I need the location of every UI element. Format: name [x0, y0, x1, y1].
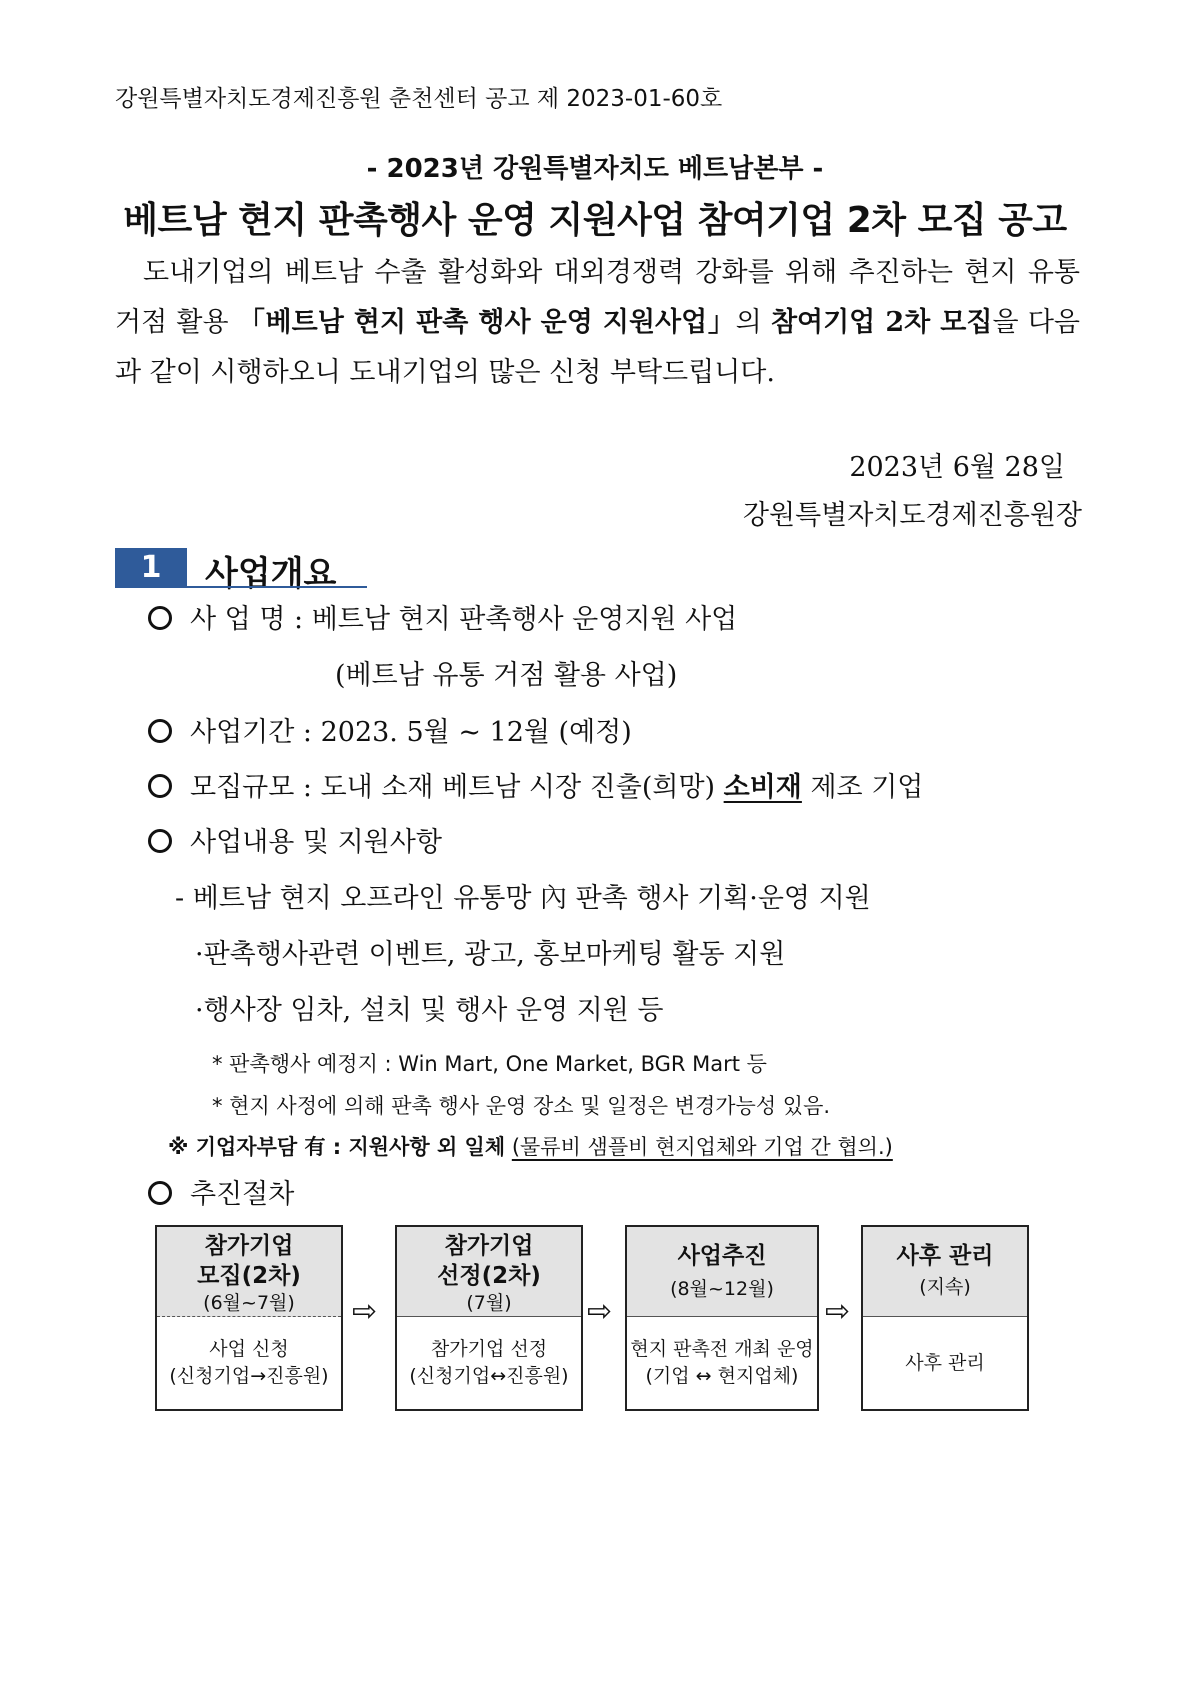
burden-note: [168, 1131, 893, 1161]
notice-subtitle: - 2023년 강원특별자치도 베트남본부 -: [366, 154, 824, 184]
process-row: [148, 1172, 294, 1211]
burden-bold: ※ 기업자부담 有 : 지원사항 외 일체: [168, 1135, 506, 1159]
flow-step-title: 사후 관리: [896, 1243, 994, 1269]
flow-step-3: [625, 1225, 819, 1411]
intro-program-name: 「베트남 현지 판촉 행사 운영 지원사업」: [237, 307, 736, 338]
scale-value-pre: 도내 소재 베트남 시장 진출(희망): [320, 772, 724, 803]
hollow-circle-bullet-icon: [148, 829, 172, 853]
flow-step-period: (8월~12월): [670, 1278, 774, 1300]
flow-step-desc-2: (신청기업↔진흥원): [409, 1365, 569, 1387]
flow-step-period: (7월): [466, 1292, 512, 1314]
period-row: 사업기간 : 2023. 5월 ~ 12월 (예정): [148, 710, 632, 749]
hollow-circle-bullet-icon: [148, 1181, 172, 1205]
process-label: 추진절차: [190, 1179, 295, 1210]
section-number: 1: [115, 548, 187, 588]
issuer: 강원특별자치도경제진흥원장: [742, 500, 1082, 531]
scale-value-underlined: 소비재: [723, 772, 802, 803]
intro-bold-phrase: 참여기업 2차 모집: [770, 307, 993, 338]
flow-step-body: [157, 1317, 341, 1409]
hollow-circle-bullet-icon: [148, 606, 172, 630]
content-dash-item: - 베트남 현지 오프라인 유통망 內 판촉 행사 기획·운영 지원: [175, 883, 871, 914]
content-dot-item-1: ·판촉행사관련 이벤트, 광고, 홍보마케팅 활동 지원: [195, 939, 786, 970]
hollow-right-arrow-icon: ⇨: [825, 1294, 851, 1329]
flow-step-4: [861, 1225, 1029, 1411]
intro-text-2: 의: [735, 307, 771, 338]
flow-step-title: 참가기업: [204, 1233, 294, 1259]
notice-number: 강원특별자치도경제진흥원 춘천센터 공고 제 2023-01-60호: [115, 86, 723, 112]
flow-step-1: [155, 1225, 343, 1411]
project-name-sub: (베트남 유통 거점 활용 사업): [335, 660, 678, 691]
notice-title: 베트남 현지 판촉행사 운영 지원사업 참여기업 2차 모집 공고: [123, 200, 1067, 241]
period-value: 2023. 5월 ~ 12월 (예정): [320, 717, 632, 748]
flow-step-desc: 참가기업 선정: [430, 1338, 548, 1360]
flow-step-title: 사업추진: [677, 1243, 767, 1269]
notice-date: 2023년 6월 28일: [849, 452, 1065, 483]
flow-step-body: [863, 1317, 1027, 1409]
flow-step-desc: 사업 신청: [209, 1338, 289, 1360]
scale-label: 모집규모: [190, 772, 295, 803]
flow-step-desc-2: (기업 ↔ 현지업체): [645, 1365, 799, 1387]
flow-step-desc: 현지 판촉전 개최 운영: [630, 1338, 814, 1360]
flow-step-title-2: 선정(2차): [437, 1263, 541, 1289]
project-name-row: 사 업 명 : 베트남 현지 판촉행사 운영지원 사업: [148, 597, 737, 636]
section-underline: [187, 586, 367, 588]
note-venues: * 판촉행사 예정지 : Win Mart, One Market, BGR Mart 등: [212, 1052, 767, 1076]
scale-value-post: 제조 기업: [801, 772, 924, 803]
flow-step-desc-2: (신청기업→진흥원): [169, 1365, 329, 1387]
intro-text-1: 도내기업의 베트남 수출 활성화와 대외경쟁력 강화를 위해 추진하는 현지 유통 거점 활용: [115, 257, 1080, 338]
flow-step-period: (지속): [919, 1276, 971, 1298]
hollow-circle-bullet-icon: [148, 719, 172, 743]
content-dot-item-2: ·행사장 임차, 설치 및 행사 운영 지원 등: [195, 995, 664, 1026]
hollow-circle-bullet-icon: [148, 774, 172, 798]
flow-step-body: [627, 1317, 817, 1409]
flow-step-title-2: 모집(2차): [197, 1263, 301, 1289]
content-label: 사업내용 및 지원사항: [190, 827, 442, 858]
period-label: 사업기간: [190, 717, 295, 748]
flow-step-header: [627, 1227, 817, 1317]
flow-step-header: [157, 1227, 341, 1317]
flow-step-header: [863, 1227, 1027, 1317]
flow-step-period: (6월~7월): [203, 1292, 295, 1314]
flow-step-2: [395, 1225, 583, 1411]
note-change: * 현지 사정에 의해 판촉 행사 운영 장소 및 일정은 변경가능성 있음.: [212, 1094, 831, 1118]
project-name-label: 사 업 명: [190, 604, 286, 635]
intro-paragraph: [115, 248, 1080, 398]
project-name-value: 베트남 현지 판촉행사 운영지원 사업: [311, 604, 738, 635]
burden-underlined: (물류비 샘플비 현지업체와 기업 간 협의.): [511, 1135, 893, 1159]
flow-step-header: [397, 1227, 581, 1317]
process-flow: [155, 1225, 1035, 1410]
hollow-right-arrow-icon: ⇨: [352, 1294, 378, 1329]
section-title: 사업개요: [205, 554, 337, 594]
content-row: [148, 820, 442, 859]
flow-step-title: 참가기업: [444, 1233, 534, 1259]
section-1-heading: [115, 548, 367, 594]
flow-step-body: [397, 1317, 581, 1409]
intro-text-3: 을 다음과 같이 시행하오니 도내기업의 많은 신청 부탁드립니다.: [115, 307, 1080, 388]
scale-row: 모집규모 : 도내 소재 베트남 시장 진출(희망) 소비재 제조 기업: [148, 765, 923, 804]
hollow-right-arrow-icon: ⇨: [587, 1294, 613, 1329]
flow-step-desc: 사후 관리: [905, 1351, 985, 1374]
